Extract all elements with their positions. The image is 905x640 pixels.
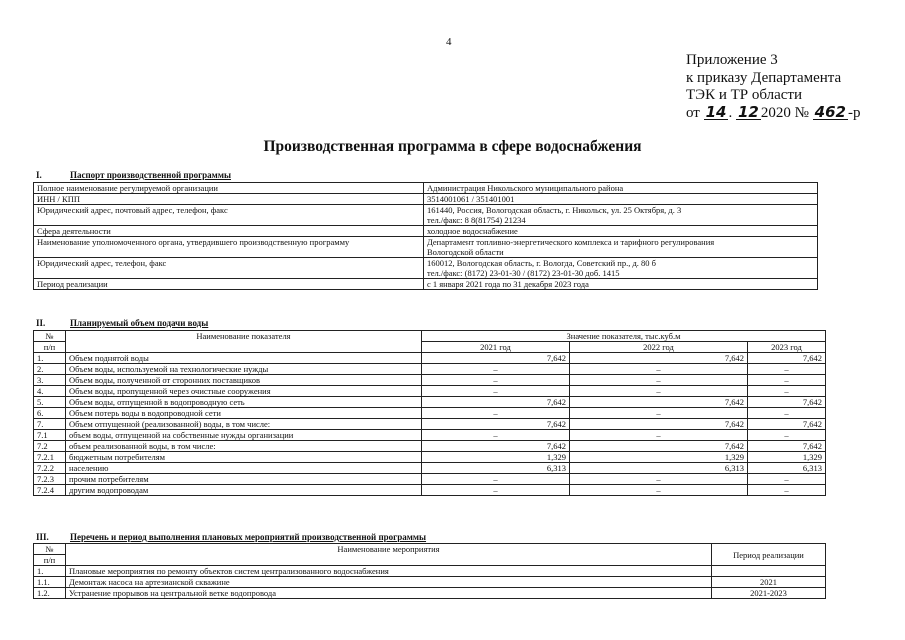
row-number: 6. — [34, 408, 66, 419]
volume-row — [34, 364, 826, 375]
volume-row — [34, 452, 826, 463]
indicator-value-2023: 7,642 — [748, 419, 826, 430]
water-volume-table — [33, 330, 826, 496]
volume-row — [34, 419, 826, 430]
indicator-value-2023: – — [748, 408, 826, 419]
measures-col-name-header: Наименование мероприятия — [66, 544, 712, 566]
indicator-name: Объем воды, отпущенной в водопроводную сеть — [66, 397, 422, 408]
handwritten-day: 14 — [705, 102, 727, 121]
passport-value — [424, 226, 818, 237]
measure-name: Плановые мероприятия по ремонту объектов систем централизованного водоснабжения — [66, 566, 712, 577]
indicator-value-2021: – — [422, 364, 570, 375]
indicator-value-2023: – — [748, 375, 826, 386]
passport-value-line-1: 160012, Вологодская область, г. Вологда, Советский пр., д. 80 б — [427, 258, 657, 268]
col-number-header: № — [34, 331, 66, 342]
indicator-value-2022: 1,329 — [570, 452, 748, 463]
passport-row — [34, 183, 818, 194]
passport-row — [34, 205, 818, 226]
measures-col-number-header-2: п/п — [34, 555, 66, 566]
indicator-name: бюджетным потребителям — [66, 452, 422, 463]
section-1-number: I. — [36, 170, 42, 180]
indicator-value-2021: – — [422, 430, 570, 441]
passport-row — [34, 237, 818, 258]
col-value-header: Значение показателя, тыс.куб.м — [422, 331, 826, 342]
handwritten-order-number: 462 — [814, 102, 846, 121]
date-prefix: от — [686, 104, 700, 121]
indicator-value-2023: – — [748, 364, 826, 375]
measure-name: Устранение прорывов на центральной ветке водопровода — [66, 588, 712, 599]
passport-row — [34, 258, 818, 279]
row-number: 7.2.4 — [34, 485, 66, 496]
measure-number: 1.2. — [34, 588, 66, 599]
approval-line-1: Приложение 3 — [686, 52, 778, 68]
passport-label: Наименование уполномоченного органа, утвердившего производственную программу — [34, 237, 424, 258]
indicator-value-2023: 7,642 — [748, 353, 826, 364]
indicator-value-2022: – — [570, 474, 748, 485]
passport-row — [34, 279, 818, 290]
passport-value-line-1: Департамент топливно-энергетического комплекса и тарифного регулирования — [427, 237, 715, 247]
measure-number: 1. — [34, 566, 66, 577]
handwritten-month: 12 — [737, 102, 759, 121]
indicator-value-2022: 7,642 — [570, 441, 748, 452]
measure-period: 2021 — [712, 577, 826, 588]
indicator-name: Объем воды, пропущенной через очистные сооружения — [66, 386, 422, 397]
volume-row — [34, 408, 826, 419]
indicator-value-2021: – — [422, 386, 570, 397]
measure-row — [34, 577, 826, 588]
measure-row — [34, 566, 826, 577]
indicator-name: объем реализованной воды, в том числе: — [66, 441, 422, 452]
page-number: 4 — [446, 36, 452, 48]
indicator-value-2022: 7,642 — [570, 419, 748, 430]
section-2-number: II. — [36, 318, 46, 328]
indicator-value-2021: – — [422, 474, 570, 485]
measure-number: 1.1. — [34, 577, 66, 588]
indicator-value-2022: – — [570, 375, 748, 386]
passport-value — [424, 237, 818, 258]
approval-line-2: к приказу Департамента — [686, 69, 842, 86]
indicator-value-2022: – — [570, 386, 748, 397]
row-number: 4. — [34, 386, 66, 397]
date-separator: . — [728, 104, 733, 121]
volume-row — [34, 386, 826, 397]
section-3-heading — [36, 532, 426, 542]
measure-name: Демонтаж насоса на артезианской скважине — [66, 577, 712, 588]
passport-table — [33, 182, 818, 290]
passport-value — [424, 194, 818, 205]
volume-row — [34, 397, 826, 408]
indicator-name: населению — [66, 463, 422, 474]
passport-value-line-2: тел./факс: 8 8(81754) 21234 — [427, 215, 526, 225]
passport-label: Полное наименование регулируемой организации — [34, 183, 424, 194]
passport-value-line-1: холодное водоснабжение — [427, 226, 518, 236]
row-number: 7.2 — [34, 441, 66, 452]
document-title: Производственная программа в сфере водоснабжения — [263, 138, 642, 155]
section-3-number: III. — [36, 532, 49, 542]
indicator-value-2022: 7,642 — [570, 397, 748, 408]
indicator-value-2023: – — [748, 430, 826, 441]
passport-label: Юридический адрес, почтовый адрес, телефон, факс — [34, 205, 424, 226]
section-2-title: Планируемый объем подачи воды — [70, 318, 209, 328]
measure-row — [34, 588, 826, 599]
passport-value-line-2: тел./факс: (8172) 23-01-30 / (8172) 23-01-30 доб. 1415 — [427, 268, 620, 278]
order-suffix: -р — [847, 104, 861, 121]
volume-row — [34, 353, 826, 364]
indicator-value-2021: 7,642 — [422, 419, 570, 430]
indicator-name: другим водопроводам — [66, 485, 422, 496]
row-number: 7.2.1 — [34, 452, 66, 463]
approval-date-line — [686, 102, 861, 123]
indicator-value-2021: – — [422, 408, 570, 419]
passport-value-line-1: Администрация Никольского муниципального района — [427, 183, 624, 193]
row-number: 1. — [34, 353, 66, 364]
volume-row — [34, 485, 826, 496]
indicator-value-2023: 7,642 — [748, 397, 826, 408]
indicator-value-2021: 7,642 — [422, 353, 570, 364]
indicator-value-2021: 7,642 — [422, 397, 570, 408]
indicator-value-2022: – — [570, 364, 748, 375]
row-number: 2. — [34, 364, 66, 375]
approval-line-3: ТЭК и ТР области — [686, 87, 802, 103]
passport-value-line-2: Вологодской области — [427, 247, 504, 257]
section-2-heading — [36, 318, 208, 328]
passport-label: Период реализации — [34, 279, 424, 290]
indicator-value-2021: – — [422, 485, 570, 496]
row-number: 7.1 — [34, 430, 66, 441]
year-header-2021: 2021 год — [422, 342, 570, 353]
passport-value — [424, 183, 818, 194]
col-name-header: Наименование показателя — [66, 331, 422, 353]
measures-table — [33, 543, 826, 599]
indicator-value-2021: – — [422, 375, 570, 386]
indicator-value-2023: 6,313 — [748, 463, 826, 474]
measures-col-period-header: Период реализации — [712, 544, 826, 566]
indicator-value-2022: – — [570, 485, 748, 496]
indicator-value-2021: 6,313 — [422, 463, 570, 474]
indicator-value-2023: – — [748, 386, 826, 397]
row-number: 7.2.2 — [34, 463, 66, 474]
indicator-value-2023: 7,642 — [748, 441, 826, 452]
indicator-value-2021: 7,642 — [422, 441, 570, 452]
indicator-value-2022: 6,313 — [570, 463, 748, 474]
section-3-title: Перечень и период выполнения плановых мероприятий производственной программы — [70, 532, 427, 542]
passport-label: Сфера деятельности — [34, 226, 424, 237]
indicator-value-2022: – — [570, 408, 748, 419]
indicator-name: Объем воды, полученной от сторонних поставщиков — [66, 375, 422, 386]
volume-row — [34, 463, 826, 474]
indicator-value-2023: – — [748, 474, 826, 485]
indicator-name: Объем отпущенной (реализованной) воды, в том числе: — [66, 419, 422, 430]
indicator-name: прочим потребителям — [66, 474, 422, 485]
section-1-title: Паспорт производственной программы — [70, 170, 231, 180]
passport-row — [34, 226, 818, 237]
passport-label: ИНН / КПП — [34, 194, 424, 205]
volume-row — [34, 474, 826, 485]
year-header-2022: 2022 год — [570, 342, 748, 353]
row-number: 5. — [34, 397, 66, 408]
indicator-value-2021: 1,329 — [422, 452, 570, 463]
passport-value-line-1: 161440, Россия, Вологодская область, г. Никольск, ул. 25 Октября, д. 3 — [427, 205, 682, 215]
passport-value — [424, 205, 818, 226]
passport-value — [424, 258, 818, 279]
measures-col-number-header: № — [34, 544, 66, 555]
row-number: 7. — [34, 419, 66, 430]
row-number: 3. — [34, 375, 66, 386]
row-number: 7.2.3 — [34, 474, 66, 485]
indicator-name: Объем воды, используемой на технологические нужды — [66, 364, 422, 375]
indicator-value-2022: – — [570, 430, 748, 441]
col-number-header-2: п/п — [34, 342, 66, 353]
measure-period: 2021-2023 — [712, 588, 826, 599]
year-header-2023: 2023 год — [748, 342, 826, 353]
volume-row — [34, 375, 826, 386]
indicator-name: Объем потерь воды в водопроводной сети — [66, 408, 422, 419]
passport-value — [424, 279, 818, 290]
year-and-number-sign: 2020 № — [760, 104, 809, 121]
passport-row — [34, 194, 818, 205]
volume-row — [34, 430, 826, 441]
measure-period — [712, 566, 826, 577]
approval-stamp — [686, 52, 860, 122]
passport-label: Юридический адрес, телефон, факс — [34, 258, 424, 279]
indicator-value-2022: 7,642 — [570, 353, 748, 364]
section-1-heading — [36, 170, 231, 180]
passport-value-line-1: 3514001061 / 351401001 — [427, 194, 515, 204]
indicator-name: Объем поднятой воды — [66, 353, 422, 364]
volume-row — [34, 441, 826, 452]
indicator-value-2023: 1,329 — [748, 452, 826, 463]
indicator-name: объем воды, отпущенной на собственные нужды организации — [66, 430, 422, 441]
indicator-value-2023: – — [748, 485, 826, 496]
passport-value-line-1: с 1 января 2021 года по 31 декабря 2023 года — [427, 279, 589, 289]
